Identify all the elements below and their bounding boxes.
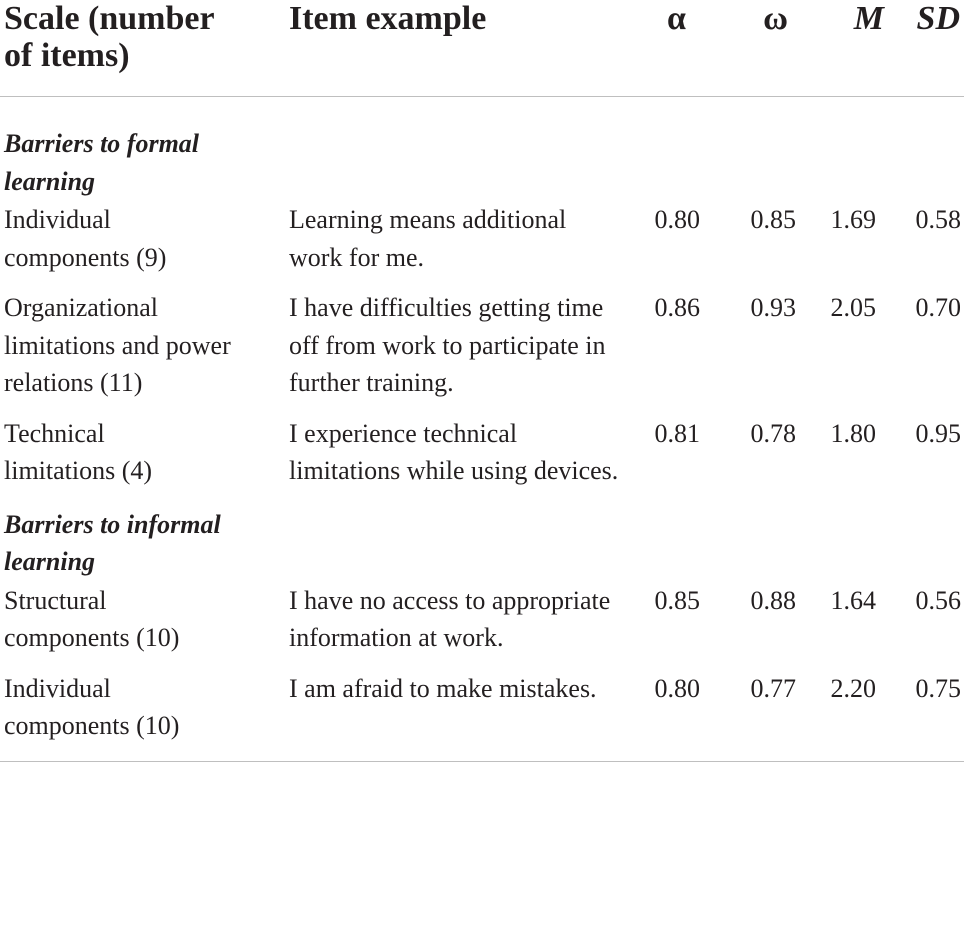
omega-cell: 0.78 <box>750 418 796 448</box>
m-cell: 2.20 <box>830 673 876 703</box>
item-cell: I have difficulties getting time off from work to participate in further training. <box>289 293 606 397</box>
table-row <box>0 289 964 415</box>
sd-cell: 0.95 <box>915 418 961 448</box>
header-item-example: Item example <box>289 0 487 37</box>
table-row <box>0 415 964 506</box>
header-alpha: α <box>667 0 686 37</box>
sd-cell: 0.75 <box>915 673 961 703</box>
omega-cell: 0.93 <box>750 293 796 322</box>
header-m: M <box>853 0 884 37</box>
sd-cell: 0.70 <box>915 293 961 322</box>
section-row-informal <box>0 506 964 582</box>
header-sd: SD <box>916 0 960 37</box>
alpha-cell: 0.81 <box>654 418 700 448</box>
m-cell: 1.64 <box>830 585 876 615</box>
sd-cell: 0.58 <box>915 205 961 234</box>
omega-cell: 0.88 <box>750 585 796 615</box>
alpha-cell: 0.85 <box>654 585 700 615</box>
item-cell: I am afraid to make mistakes. <box>289 673 597 703</box>
section-row-formal <box>0 97 964 202</box>
scale-cell: Individual components (9) <box>4 205 167 272</box>
sd-cell: 0.56 <box>915 585 961 615</box>
alpha-cell: 0.86 <box>654 293 700 322</box>
table-row <box>0 670 964 762</box>
m-cell: 1.69 <box>830 205 876 234</box>
item-cell: I experience technical limitations while using devices. <box>289 418 619 485</box>
header-omega: ω <box>763 0 788 37</box>
scale-cell: Technical limitations (4) <box>4 418 153 485</box>
table-row <box>0 582 964 670</box>
section-title: Barriers to formal learning <box>4 129 200 196</box>
omega-cell: 0.85 <box>750 205 796 234</box>
omega-cell: 0.77 <box>750 673 796 703</box>
header-scale: Scale (number of items) <box>4 0 214 74</box>
item-cell: I have no access to appropriate information at work. <box>289 585 611 652</box>
alpha-cell: 0.80 <box>654 673 700 703</box>
m-cell: 2.05 <box>830 293 876 322</box>
item-cell: Learning means additional work for me. <box>289 205 567 272</box>
m-cell: 1.80 <box>830 418 876 448</box>
table-row <box>0 201 964 289</box>
scale-cell: Individual components (10) <box>4 673 180 740</box>
section-title: Barriers to informal learning <box>4 509 221 576</box>
table-header-row <box>0 0 964 97</box>
alpha-cell: 0.80 <box>654 205 700 234</box>
scale-cell: Structural components (10) <box>4 585 180 652</box>
scale-cell: Organizational limitations and power relations (11) <box>4 293 231 397</box>
